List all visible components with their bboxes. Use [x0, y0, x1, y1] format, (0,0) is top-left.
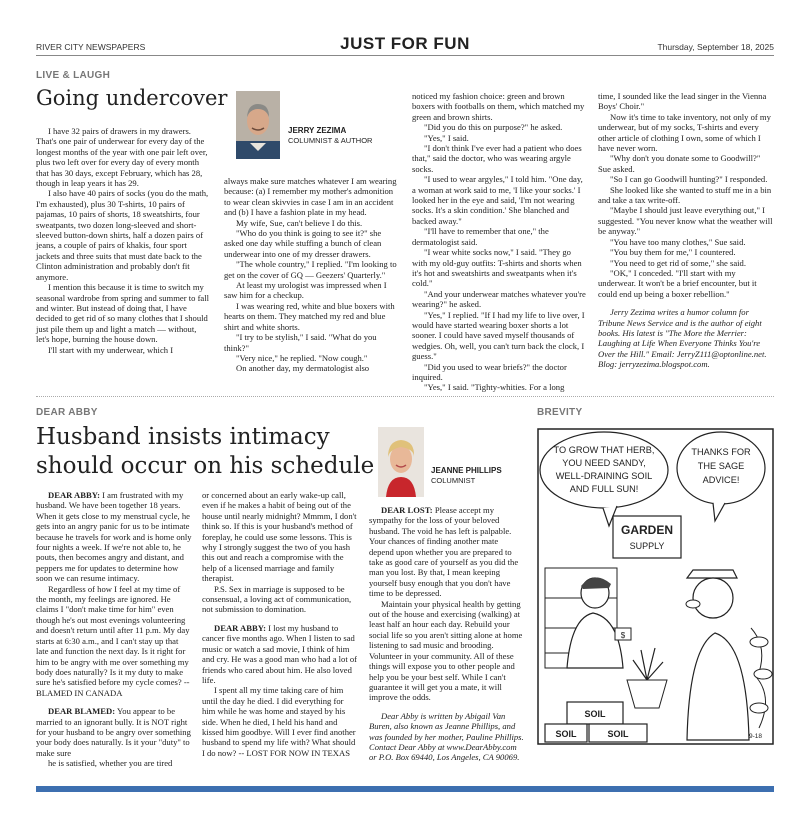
- article2-author-name: JEANNE PHILLIPS: [431, 466, 502, 475]
- soil-bag-label: SOIL: [584, 709, 606, 719]
- article2-section-label: DEAR ABBY: [36, 407, 98, 418]
- paragraph: Maintain your physical health by getting out of the house and exercising (walking) at least half an hour each day. Rebuild your social life so you aren't sitting alone at home listening to sad music and brooding. Volunteer in your community. All of these things will expose you to other people and help you be your best self. While I can't guarantee it will get you a mate, it will improve the odds.: [369, 598, 523, 703]
- article2-column-3: [369, 505, 525, 763]
- paragraph: I was wearing red, white and blue boxers with hearts on them. They matched my red and blue shirt and white shorts.: [224, 300, 395, 332]
- bubble-right-line: THANKS FOR: [691, 447, 751, 457]
- paragraph: "And your underwear matches whatever you're wearing?" he asked.: [412, 288, 586, 310]
- paragraph: "Yes," I said.: [424, 132, 469, 143]
- salutation: DEAR BLAMED:: [48, 706, 116, 717]
- paragraph: "Why don't you donate some to Goodwill?" Sue asked.: [598, 153, 761, 174]
- paragraph: "Very nice," he replied. "Now cough.": [236, 352, 368, 363]
- paragraph: "Yes," I replied. "If I had my life to live over, I would have started wearing boxer shorts a lot sooner. I could have saved myself thousands of wedgies. Oh, well, you can't turn back the clock, I guess.": [412, 309, 585, 362]
- paragraph: "Maybe I should just leave everything out," I suggested. "You never know what the weather will be anyway.": [598, 205, 773, 237]
- reply-text: You appear to be married to an ignorant bully. It is NOT right for your husband to be angry over something your body does naturally. Is it your "duty" to make sure: [36, 706, 191, 758]
- paragraph: "OK," I conceded. "I'll start with my underwear. It won't be a brief encounter, but it could end up being a boxer rebellion.": [598, 267, 757, 299]
- masthead-rule: [36, 55, 774, 56]
- salutation: DEAR ABBY:: [214, 622, 266, 633]
- bubble-right-line: ADVICE!: [702, 475, 740, 485]
- article1-column-4: [598, 91, 774, 370]
- soil-bag-label: SOIL: [607, 729, 629, 739]
- paragraph: She looked like she wanted to stuff me in a bin and take a tax write-off.: [598, 184, 772, 206]
- salutation: DEAR LOST:: [381, 505, 433, 515]
- paragraph: "The whole country," I replied. "I'm looking to get on the cover of GQ — Geezers' Quarterly.": [224, 259, 397, 280]
- paragraph: On another day, my dermatologist also: [236, 363, 370, 374]
- paragraph: At least my urologist was impressed when I saw him for a checkup.: [224, 280, 387, 301]
- paragraph: "You buy them for me," I countered.: [610, 247, 736, 258]
- paragraph: Regardless of how I feel at my time of the month, my feelings are ignored. He claims I "don't make time for him" even though he's out most evenings volunteering and doesn't return until after 11 p.m. My day starts at 6:30 a.m., and I can't stay up that late and function the next day. Is it right for him to be angry with me over something my body does naturally? Is it my duty to make sure he's satisfied before my cycle comes? -- BLAMED IN CANADA: [36, 583, 190, 698]
- publisher-name: RIVER CITY NEWSPAPERS: [36, 42, 146, 52]
- paragraph: time, I sounded like the lead singer in the Vienna Boys' Choir.": [598, 91, 767, 112]
- paragraph: [202, 623, 358, 685]
- paragraph: "Who do you think is going to see it?" she asked one day while stuffing a bunch of clean underwear into one of my dresser drawers.: [224, 228, 382, 259]
- article1-column-1: [36, 126, 212, 355]
- price-tag: $: [620, 631, 626, 640]
- paragraph: noticed my fashion choice: green and brown boxers with footballs on them, which matched my green and brown shirts.: [412, 91, 585, 122]
- paragraph: "You need to get rid of some," she said.: [610, 257, 746, 268]
- article1-author-name: JERRY ZEZIMA: [288, 126, 347, 135]
- article2-headline: [36, 423, 374, 481]
- paragraph: P.S. Sex in marriage is supposed to be consensual, a loving act of communication, not submission to domination.: [202, 583, 352, 615]
- comic-date-signature: 9-18: [749, 733, 763, 740]
- paragraph: I have 32 pairs of drawers in my drawers. That's one pair of underwear for every day of the longest months of the year with one pair left over, plus two left over for every day of every month that has 30 days, except February, which has 28, though in leap years it has 29.: [36, 126, 208, 189]
- comic-section-label: BREVITY: [537, 407, 583, 418]
- paragraph: "I don't think I've ever had a patient who does that," said the doctor, who was wearing argyle socks.: [412, 143, 582, 174]
- paragraph: or concerned about an early wake-up call, even if he makes a habit of being out of the house until nearly midnight? Mmmm, I don't think so. If this is your husband's method of foreplay, he could use some lessons. This is why I strongly suggest the two of you hash this out and reach a compromise with the help of a licensed marriage and family therapist.: [202, 490, 357, 584]
- author-photo-jeanne-phillips: [378, 427, 424, 497]
- paragraph: I'll start with my underwear, which I: [48, 344, 174, 355]
- reply-text: Please accept my sympathy for the loss of your beloved husband. The void he has left is palpable. Your chances of finding another mate depend upon whether you are prepared to take as good care of yourself as you did the man you lost. By that, I mean keeping yourself busy enough that you don't have time to be depressed.: [369, 505, 519, 599]
- store-sign-line: SUPPLY: [629, 541, 665, 551]
- store-sign-line: GARDEN: [620, 523, 674, 537]
- salutation: DEAR ABBY:: [48, 490, 100, 500]
- page-section-title: JUST FOR FUN: [340, 34, 470, 53]
- article1-headline: Going undercover: [36, 86, 228, 110]
- bubble-left-line: YOU NEED SANDY,: [562, 458, 646, 468]
- paragraph: I spent all my time taking care of him until the day he died. I did everything for him while he was home and stayed by his side. When he died, I held his hand and kissed him goodbye. Will I ever find another husband to spend my life with? What should I do now? -- LOST FOR NOW IN TEXAS: [202, 685, 356, 758]
- paragraph: My wife, Sue, can't believe I do this.: [236, 217, 363, 228]
- article1-column-2: [224, 176, 400, 374]
- paragraph: [36, 706, 192, 758]
- brevity-comic-panel: [537, 428, 774, 745]
- section-divider: [36, 396, 774, 397]
- soil-bag-label: SOIL: [555, 729, 577, 739]
- article1-section-label: LIVE & LAUGH: [36, 70, 111, 81]
- bubble-right-line: THE SAGE: [697, 461, 745, 471]
- article1-author-role: COLUMNIST & AUTHOR: [288, 136, 373, 145]
- paragraph: I mention this because it is time to switch my seasonal wardrobe from spring and summer to fall and winter. But instead of doing that, I have decided to get rid of so many clothes that I should just pile them up and light a match — without, let's hope, burning the house down.: [36, 282, 210, 345]
- issue-date: Thursday, September 18, 2025: [657, 42, 774, 52]
- article2-tagline: Dear Abby is written by Abigail Van Buren, also known as Jeanne Phillips, and was founded by her mother, Pauline Phillips. Contact Dear Abby at www.DearAbby.com or P.O. Box 69440, Los Angeles, CA 90069.: [369, 710, 524, 763]
- article2-author-role: COLUMNIST: [431, 476, 476, 485]
- paragraph: "I used to wear argyles," I told him. "One day, a woman at work said to me, 'I like your socks.' I looked her in the eye and said, 'I'm not wearing socks. It's a skin condition.' She blanched and backed away.": [412, 174, 583, 226]
- bubble-left-line: WELL-DRAINING SOIL: [555, 471, 653, 481]
- bubble-left-line: AND FULL SUN!: [569, 484, 639, 494]
- paragraph: "Yes," I said. "Tighty-whities. For a long: [424, 382, 565, 393]
- paragraph: "So I can go Goodwill hunting?" I responded.: [610, 174, 768, 185]
- article1-tagline: Jerry Zezima writes a humor column for Tribune News Service and is the author of eight books. His latest is "The More the Merrier: Laughing at Life When Everyone Thinks You're Over the Hill." Email: JerryZ111@optonline.net. Blog: jerryzezima.blogspot.com.: [598, 307, 767, 370]
- bottom-color-bar: [36, 786, 774, 792]
- paragraph: "I try to be stylish," I said. "What do you think?": [224, 332, 377, 353]
- paragraph: he is satisfied, whether you are tired: [48, 758, 173, 769]
- headline-line: Husband insists intimacy: [36, 424, 330, 450]
- article2-column-2: [202, 490, 358, 758]
- paragraph: "I'll have to remember that one," the dermatologist said.: [412, 226, 549, 247]
- paragraph: "Did you used to wear briefs?" the doctor inquired.: [412, 361, 567, 382]
- paragraph: [369, 505, 525, 599]
- paragraph: Now it's time to take inventory, not only of my underwear, but of my socks, T-shirts and every other article of clothing I own, some of which I have never worn.: [598, 111, 771, 154]
- headline-line: should occur on his schedule: [36, 453, 375, 479]
- paragraph: I also have 40 pairs of socks (you do the math, I'm exhausted), plus 30 T-shirts, 10 pairs of pajamas, 10 pairs of shorts, 18 sweatshirts, four sweatpants, two dozen long-sleeved and short-sleeved button-down shirts, half a dozen pairs of jeans, a couple of pairs of khakis, four sport jackets and three suits that must date back to the Clinton administration and probably don't fit anymore.: [36, 188, 209, 282]
- paragraph: "Did you do this on purpose?" he asked.: [424, 122, 563, 133]
- paragraph: "You have too many clothes," Sue said.: [610, 236, 746, 247]
- paragraph: [36, 490, 192, 584]
- letter-text: I am frustrated with my husband. We have been together 18 years. When it gets close to my menstrual cycle, he gets into an angry panic for us to be intimate because he travels for work and is home only four nights a week. If we're not able to, he pouts, then becomes angry and distant, and peppers me for updates to determine how soon we can resume intimacy.: [36, 490, 192, 584]
- author-photo-jerry-zezima: [236, 91, 280, 159]
- paragraph: "I wear white socks now," I said. "They go with my old-guy outfits: T-shirts and shorts when it's hot and sweatshirts and sweatpants when it's cold.": [412, 247, 582, 289]
- bubble-left-line: TO GROW THAT HERB,: [553, 445, 655, 455]
- article2-column-1: [36, 490, 192, 769]
- paragraph: always make sure matches whatever I am wearing because: (a) I remember my mother's admonition to wear clean skivvies in case I am in an accident and (b) I have a fashion plate in my head.: [224, 176, 397, 218]
- article1-column-3: [412, 91, 588, 393]
- letter-text: I lost my husband to cancer five months ago. When I listen to sad music or watch a sad movie, I think of him and cry. He was a good man who had a lot of friends who cared about him. He also loved life.: [202, 622, 358, 685]
